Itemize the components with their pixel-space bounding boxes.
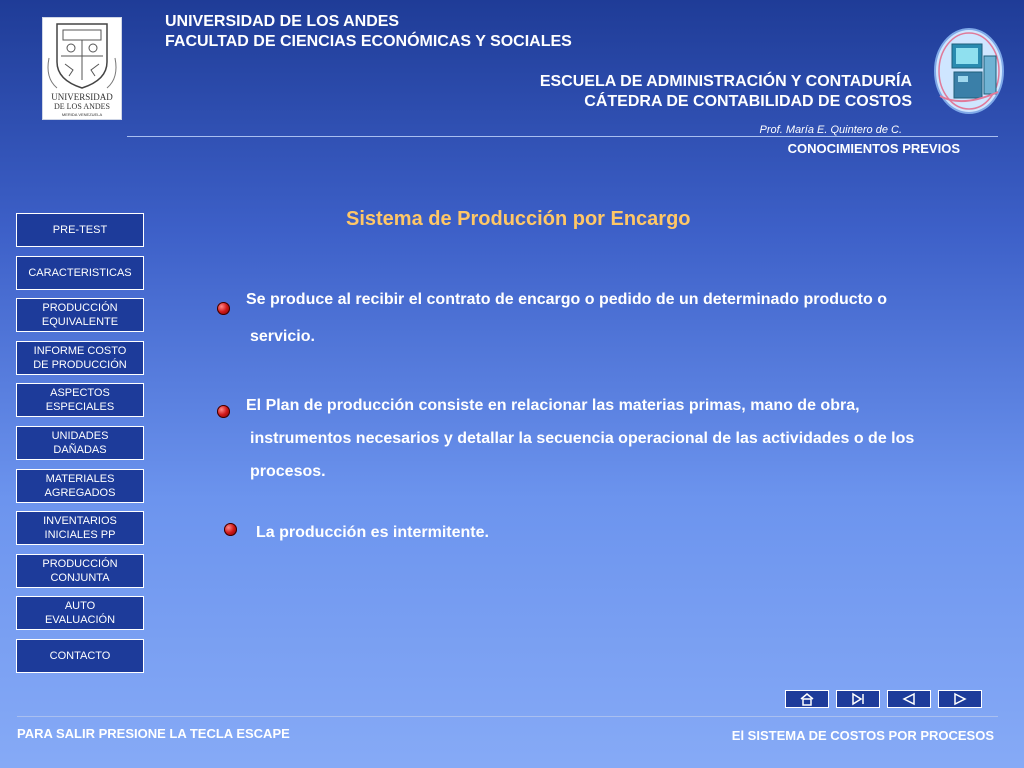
bullet-1-line-2: servicio. bbox=[250, 328, 315, 345]
sidebar-item-produccion-conjunta[interactable]: PRODUCCIÓN CONJUNTA bbox=[16, 554, 144, 588]
page-title: Sistema de Producción por Encargo bbox=[346, 208, 691, 230]
university-logo bbox=[42, 17, 122, 120]
topic-label: El SISTEMA DE COSTOS POR PROCESOS bbox=[731, 728, 994, 743]
triangle-left-icon bbox=[901, 692, 917, 706]
bullet-icon bbox=[224, 523, 237, 536]
section-label: CONOCIMIENTOS PREVIOS bbox=[787, 141, 960, 156]
university-name: UNIVERSIDAD DE LOS ANDES bbox=[165, 13, 400, 30]
bullet-2-line-2: instrumentos necesarios y detallar la secuencia operacional de las actividades o de los bbox=[250, 430, 915, 447]
logo-text-line1: UNIVERSIDAD bbox=[51, 92, 113, 102]
school-name: ESCUELA DE ADMINISTRACIÓN Y CONTADURÍA bbox=[539, 73, 912, 90]
sidebar-item-contacto[interactable]: CONTACTO bbox=[16, 639, 144, 673]
bullet-icon bbox=[217, 302, 230, 315]
sidebar-item-pre-test[interactable]: PRE-TEST bbox=[16, 213, 144, 247]
skip-end-icon bbox=[850, 692, 866, 706]
sidebar-item-aspectos-especiales[interactable]: ASPECTOS ESPECIALES bbox=[16, 383, 144, 417]
previous-slide-button[interactable] bbox=[887, 690, 931, 708]
sidebar-item-produccion-equivalente[interactable]: PRODUCCIÓN EQUIVALENTE bbox=[16, 298, 144, 332]
triangle-right-icon bbox=[952, 692, 968, 706]
sidebar-item-informe-costo[interactable]: INFORME COSTO DE PRODUCCIÓN bbox=[16, 341, 144, 375]
computer-globe-icon bbox=[932, 26, 1006, 116]
logo-text-line3: MERIDA VENEZUELA bbox=[61, 112, 103, 117]
home-icon bbox=[799, 692, 815, 706]
home-button[interactable] bbox=[785, 690, 829, 708]
sidebar-item-unidades-danadas[interactable]: UNIDADES DAÑADAS bbox=[16, 426, 144, 460]
faculty-name: FACULTAD DE CIENCIAS ECONÓMICAS Y SOCIALES bbox=[165, 33, 572, 50]
bullet-2-line-3: procesos. bbox=[250, 463, 326, 480]
footer-divider bbox=[17, 716, 998, 717]
bullet-3-line-1: La producción es intermitente. bbox=[256, 524, 489, 541]
sidebar-item-caracteristicas[interactable]: CARACTERISTICAS bbox=[16, 256, 144, 290]
last-slide-button[interactable] bbox=[836, 690, 880, 708]
sidebar-item-auto-evaluacion[interactable]: AUTO EVALUACIÓN bbox=[16, 596, 144, 630]
logo-text-line2: DE LOS ANDES bbox=[53, 102, 111, 111]
sidebar-item-materiales-agregados[interactable]: MATERIALES AGREGADOS bbox=[16, 469, 144, 503]
bullet-icon bbox=[217, 405, 230, 418]
sidebar-nav bbox=[16, 213, 146, 682]
professor-name: Prof. María E. Quintero de C. bbox=[759, 124, 902, 136]
header-divider bbox=[127, 136, 998, 137]
chair-name: CÁTEDRA DE CONTABILIDAD DE COSTOS bbox=[584, 93, 912, 110]
bullet-2-line-1: El Plan de producción consiste en relacionar las materias primas, mano de obra, bbox=[246, 397, 860, 414]
exit-hint: PARA SALIR PRESIONE LA TECLA ESCAPE bbox=[17, 726, 290, 741]
next-slide-button[interactable] bbox=[938, 690, 982, 708]
crest-icon bbox=[43, 18, 121, 119]
bullet-1-line-1: Se produce al recibir el contrato de encargo o pedido de un determinado producto o bbox=[246, 291, 887, 308]
sidebar-item-inventarios-iniciales[interactable]: INVENTARIOS INICIALES PP bbox=[16, 511, 144, 545]
